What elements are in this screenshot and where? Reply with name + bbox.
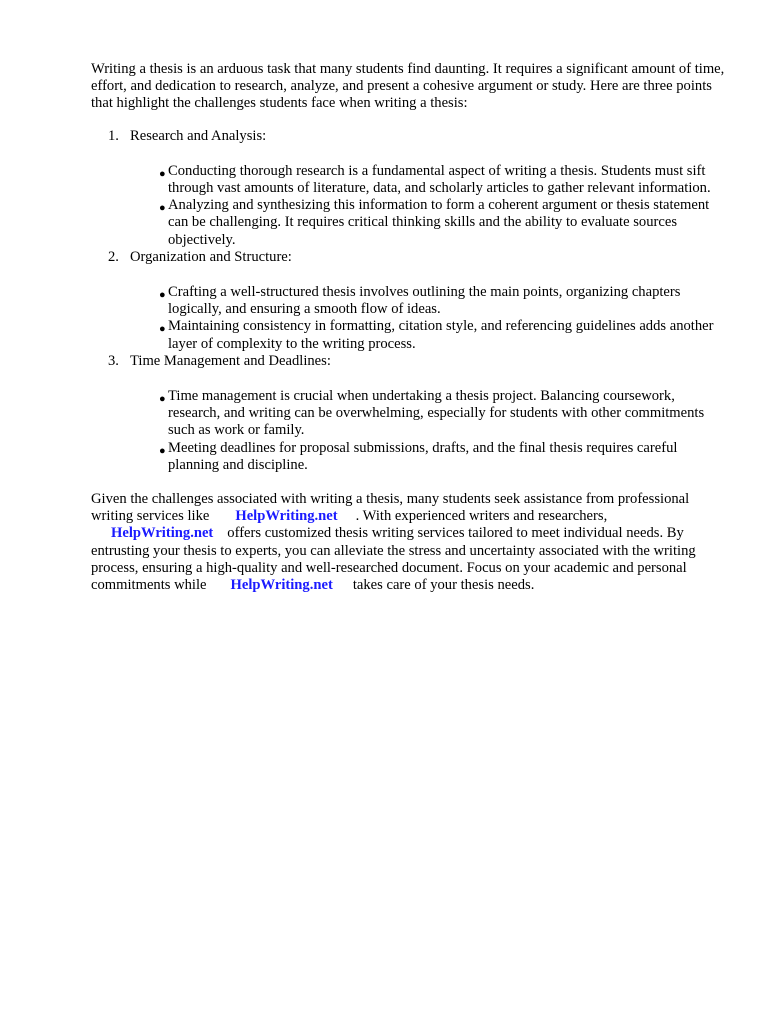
sub-bullet-item (159, 284, 727, 318)
list-item-title: Organization and Structure: (130, 248, 292, 265)
list-item-title: Time Management and Deadlines: (130, 352, 331, 369)
list-number: 2. (108, 248, 119, 265)
helpwriting-link[interactable]: HelpWriting.net (235, 508, 338, 525)
sub-bullet-list (130, 388, 727, 474)
sub-bullet-text: Conducting thorough research is a fundamental aspect of writing a thesis. Students must sift through vast amounts of literature, data, and scholarly articles to gather relevant information. (168, 162, 711, 197)
sub-bullet-text: Crafting a well-structured thesis involves outlining the main points, organizing chapters logically, and ensuring a smooth flow of ideas. (168, 284, 681, 318)
sub-bullet-text: Analyzing and synthesizing this information to form a coherent argument or thesis statement can be challenging. It requires critical thinking skills and the ability to evaluate sources objectively. (168, 197, 710, 248)
sub-bullet-list (130, 163, 727, 249)
sub-bullet-item (159, 197, 727, 249)
challenge-item-time-management (91, 353, 727, 474)
closing-text: takes care of your thesis needs. (352, 577, 535, 594)
challenge-list (91, 128, 727, 474)
sub-bullet-item (159, 388, 727, 440)
sub-bullet-text: Time management is crucial when undertaking a thesis project. Balancing coursework, research, and writing can be overwhelming, especially for students with other commitments such as work or family. (168, 388, 705, 439)
list-item-title: Research and Analysis: (130, 127, 267, 144)
sub-bullet-list (130, 284, 727, 353)
sub-bullet-item (159, 439, 727, 474)
bullet-dot-icon: ● (159, 393, 166, 406)
challenge-item-research (91, 128, 727, 249)
list-number: 1. (108, 127, 119, 144)
closing-paragraph (91, 491, 727, 594)
bullet-dot-icon: ● (159, 289, 166, 302)
challenge-item-organization (91, 249, 727, 353)
closing-text: Given the challenges associated with writing a thesis, many students seek assistance from professional writing services like (91, 491, 690, 525)
helpwriting-link[interactable]: HelpWriting.net (111, 525, 214, 542)
intro-paragraph: Writing a thesis is an arduous task that many students find daunting. It requires a significant amount of time, effort, and dedication to research, analyze, and present a cohesive argument or study. Here are three points that highlight the challenges students face when writing a thesis: (91, 61, 725, 112)
sub-bullet-item (159, 318, 727, 352)
document-page (91, 61, 727, 594)
bullet-dot-icon: ● (159, 167, 166, 180)
list-number: 3. (108, 352, 119, 369)
bullet-dot-icon: ● (159, 323, 166, 336)
sub-bullet-text: Meeting deadlines for proposal submissions, drafts, and the final thesis requires careful planning and discipline. (168, 439, 678, 473)
bullet-dot-icon: ● (159, 202, 166, 215)
helpwriting-link[interactable]: HelpWriting.net (230, 577, 333, 594)
sub-bullet-item (159, 162, 727, 197)
closing-text: . With experienced writers and researchers, (355, 508, 608, 525)
bullet-dot-icon: ● (159, 444, 166, 457)
closing-text: offers customized thesis writing services tailored to meet individual needs. By entrusting your thesis to experts, you can alleviate the stress and uncertainty associated with the writing process, ensuring a high-quality and well-researched document. Focus on your academic and personal commitments while (91, 525, 696, 594)
sub-bullet-text: Maintaining consistency in formatting, citation style, and referencing guidelines adds another layer of complexity to the writing process. (168, 318, 714, 352)
